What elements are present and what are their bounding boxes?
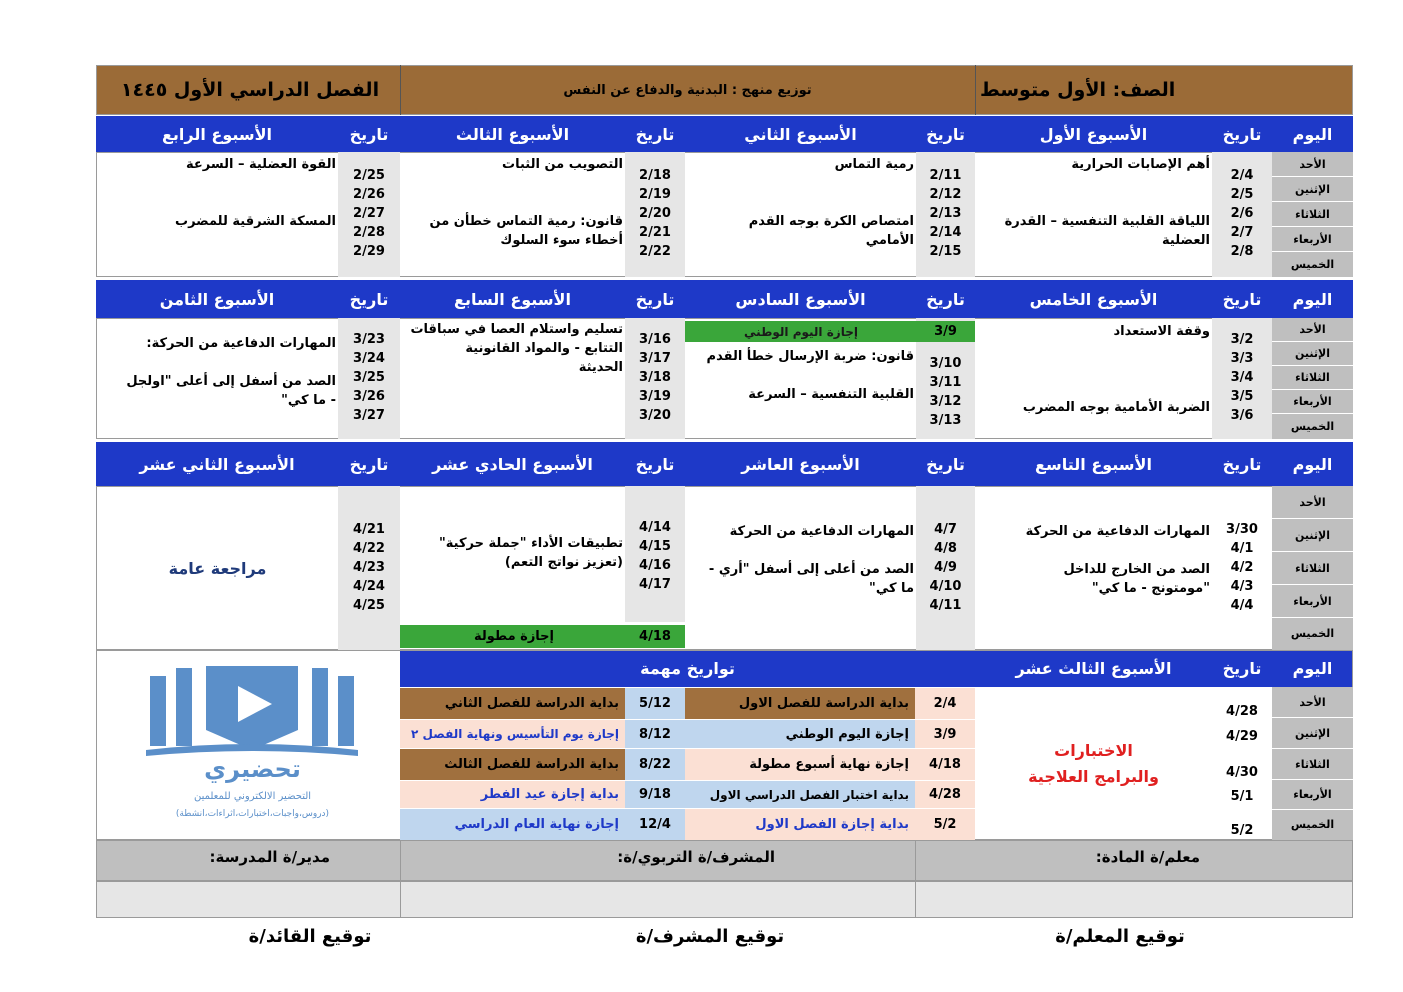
week-title: الأسبوع الحادي عشر	[432, 454, 593, 474]
leader-signature: توقيع القائد/ة	[248, 925, 372, 947]
date-header: تاريخ	[1222, 454, 1262, 474]
important-label: إجازة نهاية العام الدراسي	[400, 809, 625, 840]
week-content: أهم الإصابات الحرارية اللياقة القلبية التنفسية – القدرة العضلية	[1004, 157, 1210, 248]
date-header: تاريخ	[635, 289, 675, 309]
logo	[110, 658, 395, 833]
important-date: 9/18	[625, 781, 685, 808]
date-cell: 4/28	[1226, 703, 1258, 719]
important-label: بداية الدراسة للفصل الثاني	[444, 696, 619, 711]
week-content: المهارات الدفاعية من الحركة الصد من الخارج للداخل "مومتونج - ما كي"	[1025, 524, 1210, 596]
important-label: إجازة اليوم الوطني	[685, 720, 915, 748]
day-label: الثلاثاء	[1272, 366, 1353, 390]
day-label: الأحد	[1272, 152, 1353, 177]
signature-divider	[915, 840, 916, 918]
date-header: تاريخ	[926, 289, 965, 309]
principal-field: مدير/ة المدرسة:	[209, 848, 330, 866]
date-list: 3/10 3/11 3/12 3/13	[929, 356, 962, 428]
date-list: 4/21 4/22 4/23 4/24 4/25	[338, 486, 400, 650]
date-header: تاريخ	[349, 124, 389, 144]
date-header: تاريخ	[635, 454, 675, 474]
important-label: بداية إجازة عيد الفطر	[400, 781, 625, 808]
day-label: الإثنين	[1272, 519, 1353, 552]
logo-tagline: التحضير الالكتروني للمعلمين	[193, 790, 312, 802]
holiday-date: 3/9	[934, 324, 957, 339]
logo-brand: تحضيري	[204, 755, 301, 783]
day-header: اليوم	[1292, 289, 1333, 309]
week-content: قانون: ضربة الإرسال خطأ القدم القلبية التنفسية – السرعة	[706, 349, 914, 402]
important-label: بداية إجازة الفصل الاول	[685, 809, 915, 840]
day-label: الأربعاء	[1272, 227, 1353, 252]
important-label: إجازة يوم التأسيس ونهاية الفصل ٢	[400, 720, 625, 748]
date-header: تاريخ	[1222, 289, 1262, 309]
week-content: القوة العضلية – السرعة المسكة الشرقية للمضرب	[175, 157, 336, 229]
holiday-date: 4/18	[639, 629, 671, 644]
header-divider	[400, 65, 401, 115]
week-content: رمية التماس امتصاص الكرة بوجه القدم الأمامي	[748, 157, 914, 248]
important-dates-title: تواريخ مهمة	[640, 659, 735, 678]
day-label: الخميس	[1290, 818, 1335, 831]
date-cell: 4/29	[1226, 728, 1258, 744]
term-label: الفصل الدراسي الأول ١٤٤٥	[120, 79, 380, 101]
important-label: بداية اختبار الفصل الدراسي الاول	[685, 781, 915, 808]
day-label: الأربعاء	[1272, 780, 1353, 810]
day-column	[1272, 152, 1353, 277]
week-title: الأسبوع الثالث عشر	[1015, 659, 1172, 678]
supervisor-signature: توقيع المشرف/ة	[635, 925, 785, 947]
supervisor-field: المشرف/ة التربوي/ة:	[617, 848, 775, 866]
date-list: 2/4 2/5 2/6 2/7 2/8	[1212, 152, 1272, 277]
day-label: الأحد	[1272, 486, 1353, 519]
week-title: الأسبوع الرابع	[161, 124, 273, 144]
date-header: تاريخ	[349, 454, 389, 474]
date-list: 2/25 2/26 2/27 2/28 2/29	[338, 152, 400, 277]
important-label: بداية الدراسة للفصل الاول	[738, 696, 909, 711]
important-date: 3/9	[915, 720, 975, 748]
important-label: إجازة نهاية أسبوع مطولة	[685, 749, 915, 780]
teacher-signature: توقيع المعلم/ة	[1055, 925, 1185, 947]
grade-label: الصف: الأول متوسط	[980, 79, 1176, 101]
date-list: 3/16 3/17 3/18 3/19 3/20	[625, 318, 685, 439]
important-date: 8/12	[625, 720, 685, 748]
week-title: الأسبوع الثاني عشر	[139, 454, 295, 474]
date-header: تاريخ	[926, 124, 965, 144]
day-column	[1272, 687, 1353, 840]
date-list: 3/23 3/24 3/25 3/26 3/27	[338, 318, 400, 439]
day-column	[1272, 486, 1353, 650]
day-label: الخميس	[1290, 627, 1335, 640]
week-title: الأسبوع الثاني	[744, 124, 857, 144]
day-header: اليوم	[1292, 124, 1333, 144]
week-title: الأسبوع العاشر	[741, 454, 860, 474]
day-header: اليوم	[1292, 659, 1333, 678]
holiday-label: إجازة مطولة	[473, 629, 555, 644]
week-content: المهارات الدفاعية من الحركة الصد من أعلى إلى أسفل "أري - ما كي"	[708, 524, 914, 596]
day-label: الإثنين	[1272, 177, 1353, 202]
date-header: تاريخ	[635, 124, 675, 144]
date-list: 3/2 3/3 3/4 3/5 3/6	[1212, 318, 1272, 439]
date-header: تاريخ	[1222, 124, 1262, 144]
week-title: الأسبوع الثامن	[159, 289, 275, 309]
week-title: الأسبوع السابع	[454, 289, 571, 309]
signature-blank-row	[96, 881, 1353, 918]
date-header: تاريخ	[349, 289, 389, 309]
review-text: مراجعة عامة	[168, 558, 267, 578]
holiday-label: إجازة اليوم الوطني	[744, 324, 858, 339]
week-content: تسليم واستلام العصا في سباقات التتابع - والمواد القانونية الحديثة	[410, 322, 623, 375]
important-date: 4/18	[915, 749, 975, 780]
day-label: الأحد	[1272, 318, 1353, 342]
important-date: 2/4	[915, 688, 975, 719]
week-content: التصويب من الثبات قانون: رمية التماس خطأن من أخطاء سوء السلوك	[429, 157, 623, 248]
date-list: 2/11 2/12 2/13 2/14 2/15	[916, 152, 975, 277]
subject-title: توزيع منهج : البدنية والدفاع عن النفس	[563, 82, 812, 98]
day-label: الثلاثاء	[1272, 202, 1353, 227]
important-date: 8/22	[625, 749, 685, 780]
day-label: الثلاثاء	[1272, 552, 1353, 585]
day-label: الخميس	[1290, 420, 1335, 433]
day-label: الإثنين	[1272, 718, 1353, 749]
week-content: وقفة الاستعداد الضربة الأمامية بوجه المضرب	[1022, 324, 1210, 415]
important-date: 5/12	[625, 688, 685, 719]
important-date: 12/4	[625, 809, 685, 840]
date-list: 4/14 4/15 4/16 4/17	[625, 486, 685, 622]
date-list: 4/7 4/8 4/9 4/10 4/11	[916, 486, 975, 650]
logo-subtitle: (دروس،واجبات،اختبارات،اثراءات،انشطة)	[175, 809, 330, 819]
date-cell: 5/2	[1230, 822, 1254, 838]
important-date: 5/2	[915, 809, 975, 840]
day-label: الأربعاء	[1272, 390, 1353, 414]
week-title: الأسبوع الخامس	[1029, 289, 1158, 309]
important-label: بداية الدراسة للفصل الثالث	[444, 757, 619, 772]
book-play-icon	[110, 658, 395, 768]
teacher-field: معلم/ة المادة:	[1095, 848, 1200, 866]
week-title: الأسبوع الأول	[1039, 124, 1148, 144]
signature-divider	[400, 840, 401, 918]
day-label: الخميس	[1290, 258, 1335, 271]
header-divider	[975, 65, 976, 115]
week-title: الأسبوع الثالث	[455, 124, 570, 144]
date-cell: 4/30	[1226, 764, 1258, 780]
important-date: 4/28	[915, 781, 975, 808]
week-title: الأسبوع التاسع	[1035, 454, 1152, 474]
date-list: 3/30 4/1 4/2 4/3 4/4	[1226, 522, 1258, 613]
day-label: الأحد	[1272, 687, 1353, 718]
day-label: الأربعاء	[1272, 585, 1353, 618]
date-header: تاريخ	[926, 454, 965, 474]
week-content: المهارات الدفاعية من الحركة: الصد من أسفل إلى أعلى "اولجل - ما كي"	[126, 336, 336, 408]
exams-text: الاختبارات والبرامج العلاجية	[1028, 740, 1159, 786]
date-header: تاريخ	[1222, 659, 1262, 678]
day-label: الثلاثاء	[1272, 749, 1353, 780]
day-header: اليوم	[1292, 454, 1333, 474]
week-content: تطبيقات الأداء "جملة حركية" (تعزيز نواتج التعم)	[439, 536, 623, 570]
date-list: 2/18 2/19 2/20 2/21 2/22	[625, 152, 685, 277]
week-title: الأسبوع السادس	[735, 289, 866, 309]
date-cell: 5/1	[1230, 788, 1254, 804]
day-column	[1272, 318, 1353, 439]
day-label: الإثنين	[1272, 342, 1353, 366]
